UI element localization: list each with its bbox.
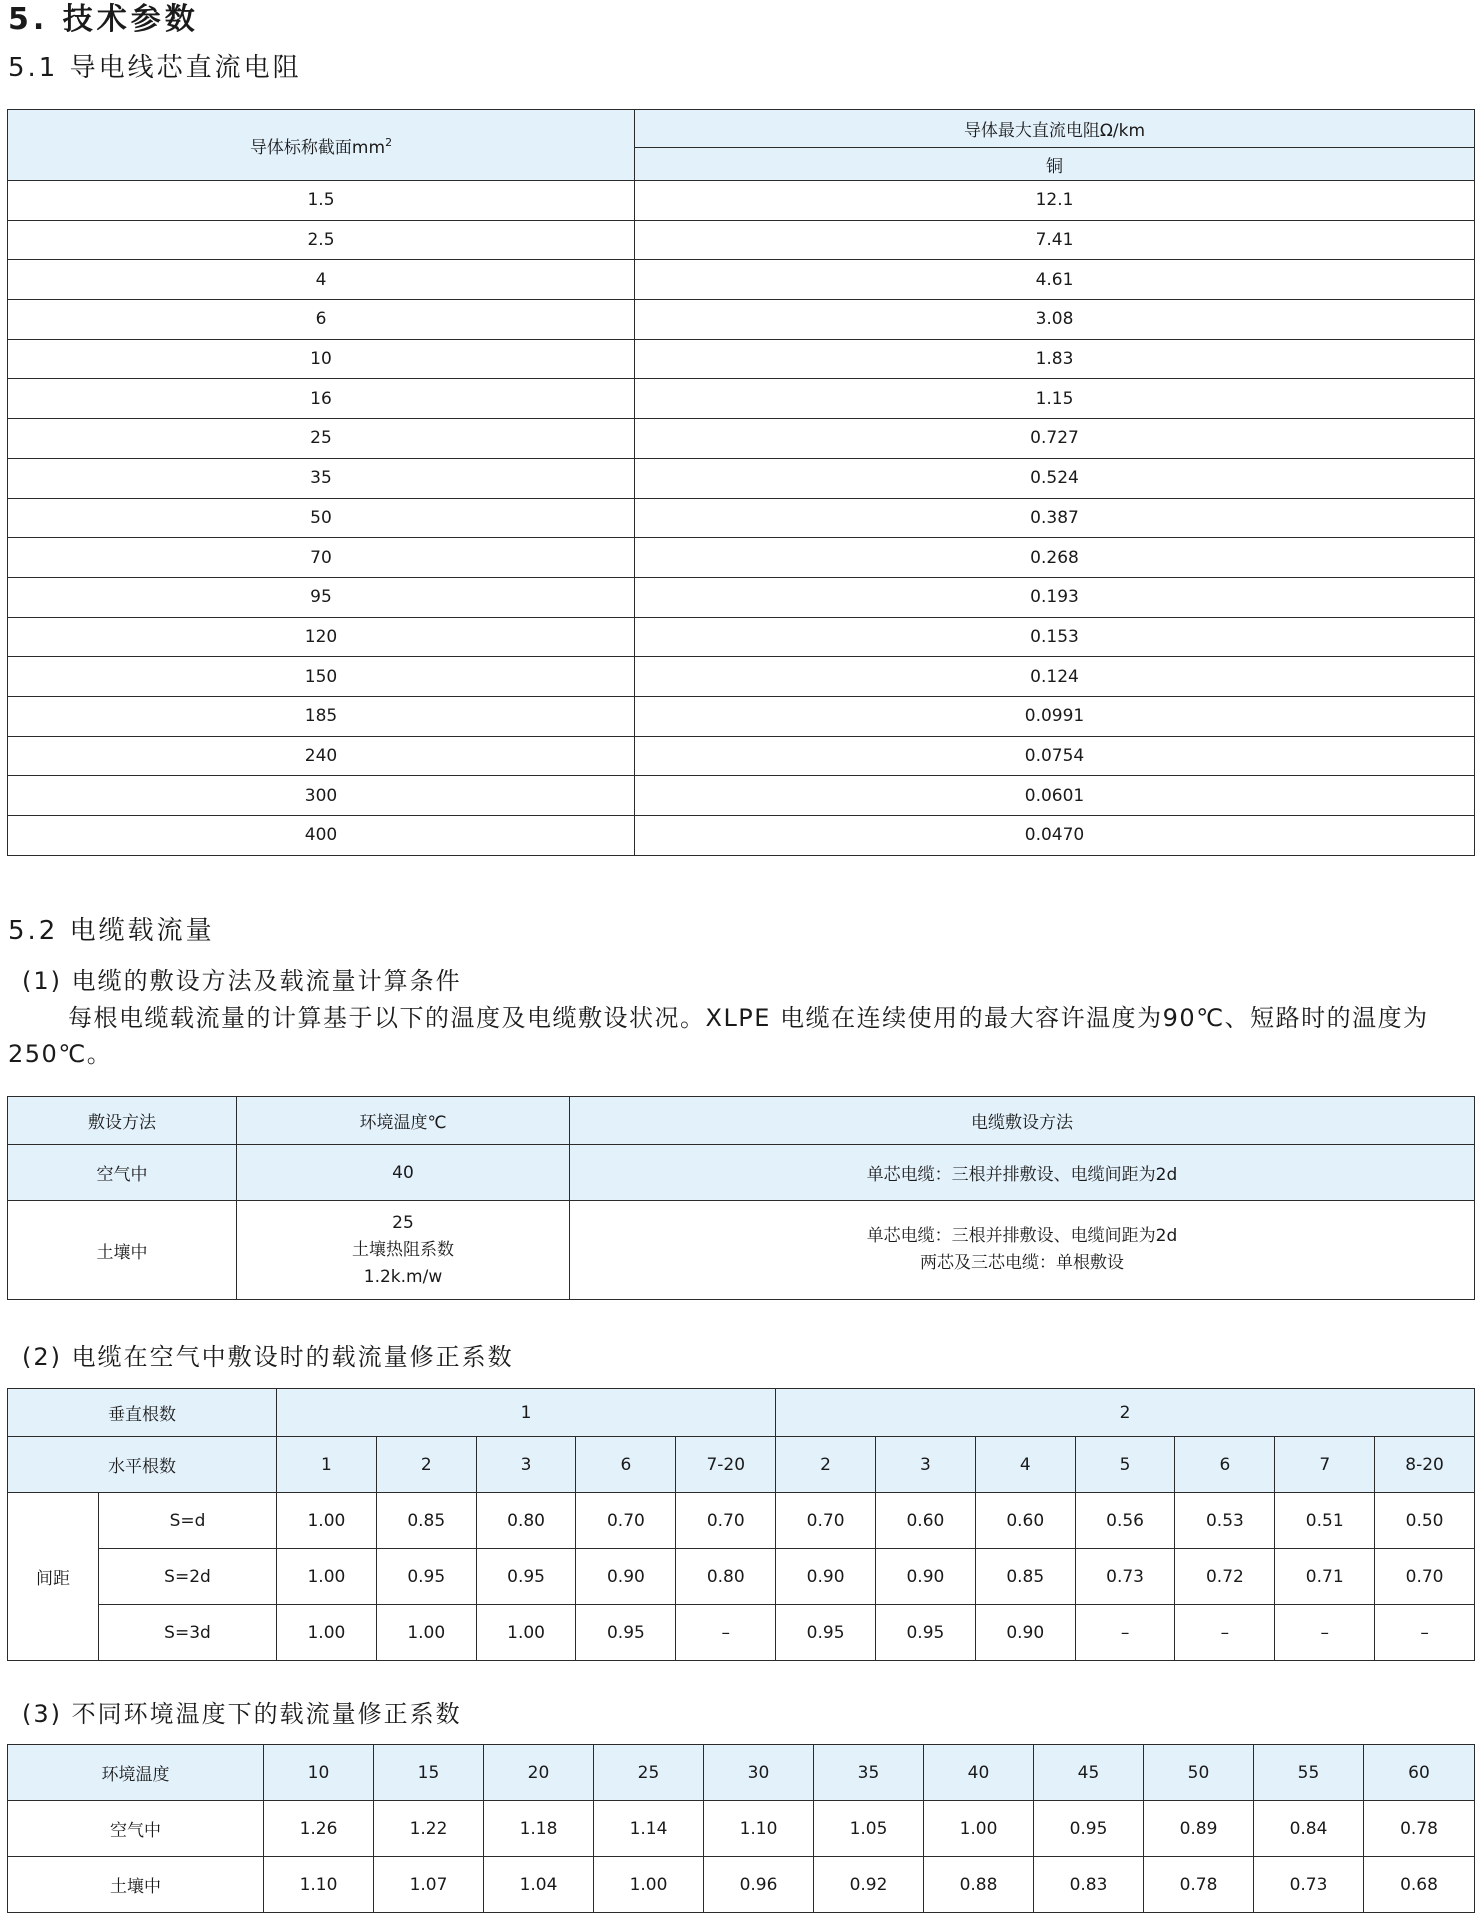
temperature-value: 55 — [1254, 1745, 1364, 1801]
resistance-row — [8, 696, 1475, 736]
air-correction-table — [7, 1388, 1475, 1661]
ambient-temp-label: 环境温度 — [8, 1745, 264, 1801]
spacing-value: S=d — [99, 1493, 277, 1549]
correction-factor: 0.85 — [975, 1549, 1075, 1605]
temp-correction-factor: 1.00 — [924, 1801, 1034, 1857]
item-1-paragraph — [8, 1000, 1476, 1072]
horizontal-count: 7-20 — [676, 1437, 776, 1493]
resistance-value: 1.15 — [635, 379, 1475, 419]
temp-correction-table — [7, 1744, 1475, 1913]
correction-factor: 0.56 — [1075, 1493, 1175, 1549]
resistance-value: 0.0470 — [635, 816, 1475, 856]
spacing-row — [8, 1493, 1475, 1549]
cross-section-value: 35 — [8, 458, 635, 498]
correction-factor: – — [1075, 1605, 1175, 1661]
temp-correction-factor: 1.07 — [374, 1857, 484, 1913]
correction-factor: 0.85 — [376, 1493, 476, 1549]
resistance-row — [8, 498, 1475, 538]
horizontal-count: 3 — [876, 1437, 976, 1493]
air-temp-value: 40 — [237, 1145, 570, 1201]
cross-section-value: 185 — [8, 696, 635, 736]
temperature-value: 45 — [1034, 1745, 1144, 1801]
item-1-title: (1) 电缆的敷设方法及载流量计算条件 — [22, 967, 462, 995]
item-3-title: (3) 不同环境温度下的载流量修正系数 — [22, 1700, 462, 1728]
correction-factor: 0.90 — [776, 1549, 876, 1605]
item-1-paragraph-text: 每根电缆载流量的计算基于以下的温度及电缆敷设状况。XLPE 电缆在连续使用的最大容许温度为90℃、短路时的温度为250℃。 — [8, 1004, 1429, 1068]
subsection-title-5-1: 5.1 导电线芯直流电阻 — [8, 53, 302, 83]
resistance-value: 0.0601 — [635, 776, 1475, 816]
cross-section-value: 16 — [8, 379, 635, 419]
temperature-value: 40 — [924, 1745, 1034, 1801]
cross-section-value: 400 — [8, 816, 635, 856]
correction-factor: – — [1375, 1605, 1475, 1661]
vertical-group-2: 2 — [776, 1389, 1475, 1437]
correction-factor: 0.80 — [476, 1493, 576, 1549]
resistance-row — [8, 538, 1475, 578]
cross-section-value: 150 — [8, 657, 635, 697]
correction-factor: 1.00 — [277, 1605, 377, 1661]
correction-factor: 0.95 — [376, 1549, 476, 1605]
correction-factor: – — [1175, 1605, 1275, 1661]
temperature-value: 20 — [484, 1745, 594, 1801]
resistance-value: 1.83 — [635, 339, 1475, 379]
cross-section-value: 4 — [8, 260, 635, 300]
resistance-table — [7, 109, 1475, 856]
resistance-value: 4.61 — [635, 260, 1475, 300]
cross-section-value: 50 — [8, 498, 635, 538]
correction-factor: 0.50 — [1375, 1493, 1475, 1549]
resistance-row — [8, 220, 1475, 260]
item-2-title: (2) 电缆在空气中敷设时的载流量修正系数 — [22, 1343, 514, 1371]
cross-section-value: 120 — [8, 617, 635, 657]
horizontal-count: 6 — [576, 1437, 676, 1493]
air-correction-body — [8, 1493, 1475, 1661]
resistance-row — [8, 657, 1475, 697]
cross-section-value: 2.5 — [8, 220, 635, 260]
temp-correction-factor: 1.14 — [594, 1801, 704, 1857]
correction-factor: 1.00 — [476, 1605, 576, 1661]
correction-factor: 1.00 — [376, 1605, 476, 1661]
resistance-row — [8, 181, 1475, 221]
resistance-value: 0.153 — [635, 617, 1475, 657]
environment-label: 空气中 — [8, 1801, 264, 1857]
temp-correction-factor: 1.05 — [814, 1801, 924, 1857]
cross-section-header — [8, 110, 635, 181]
resistance-value: 0.524 — [635, 458, 1475, 498]
temp-correction-factor: 0.96 — [704, 1857, 814, 1913]
correction-factor: 0.53 — [1175, 1493, 1275, 1549]
laying-conditions-table — [7, 1096, 1475, 1300]
horizontal-count: 1 — [277, 1437, 377, 1493]
correction-factor: 0.51 — [1275, 1493, 1375, 1549]
correction-factor: 0.60 — [975, 1493, 1075, 1549]
temp-correction-factor: 1.18 — [484, 1801, 594, 1857]
cable-laying-header: 电缆敷设方法 — [570, 1097, 1475, 1145]
temperature-value: 50 — [1144, 1745, 1254, 1801]
spacing-row — [8, 1605, 1475, 1661]
correction-factor: 0.95 — [476, 1549, 576, 1605]
correction-factor: 0.70 — [676, 1493, 776, 1549]
temperature-value: 60 — [1364, 1745, 1475, 1801]
cross-section-header-sup: 2 — [385, 135, 393, 149]
resistance-row — [8, 339, 1475, 379]
correction-factor: 0.90 — [576, 1549, 676, 1605]
section-title: 5. 技术参数 — [8, 2, 199, 37]
resistance-row — [8, 776, 1475, 816]
soil-multi-core-desc: 两芯及三芯电缆：单根敷设 — [920, 1253, 1124, 1273]
horizontal-count: 2 — [376, 1437, 476, 1493]
temperature-value: 10 — [264, 1745, 374, 1801]
resistance-row — [8, 458, 1475, 498]
vertical-count-label: 垂直根数 — [8, 1389, 277, 1437]
cross-section-value: 70 — [8, 538, 635, 578]
temperature-value: 35 — [814, 1745, 924, 1801]
cross-section-value: 6 — [8, 300, 635, 340]
temp-correction-factor: 1.26 — [264, 1801, 374, 1857]
correction-factor: – — [1275, 1605, 1375, 1661]
correction-factor: 0.80 — [676, 1549, 776, 1605]
correction-factor: 0.60 — [876, 1493, 976, 1549]
resistance-row — [8, 736, 1475, 776]
temperature-value: 25 — [594, 1745, 704, 1801]
cross-section-value: 240 — [8, 736, 635, 776]
resistance-row — [8, 816, 1475, 856]
resistance-value: 3.08 — [635, 300, 1475, 340]
temp-correction-factor: 0.68 — [1364, 1857, 1475, 1913]
resistance-header: 导体最大直流电阻Ω/km — [635, 110, 1475, 148]
environment-label: 土壤中 — [8, 1857, 264, 1913]
correction-factor: 0.95 — [576, 1605, 676, 1661]
temp-correction-row — [8, 1857, 1475, 1913]
temp-correction-factor: 0.73 — [1254, 1857, 1364, 1913]
cross-section-value: 10 — [8, 339, 635, 379]
temperature-value: 30 — [704, 1745, 814, 1801]
temp-correction-factor: 0.78 — [1364, 1801, 1475, 1857]
correction-factor: 0.72 — [1175, 1549, 1275, 1605]
soil-temp-cell — [237, 1201, 570, 1300]
correction-factor: 0.95 — [876, 1605, 976, 1661]
temp-correction-factor: 1.00 — [594, 1857, 704, 1913]
cross-section-header-text: 导体标称截面mm — [249, 137, 386, 158]
horizontal-count: 3 — [476, 1437, 576, 1493]
resistance-value: 7.41 — [635, 220, 1475, 260]
spacing-row — [8, 1549, 1475, 1605]
cross-section-value: 95 — [8, 577, 635, 617]
temperature-value: 15 — [374, 1745, 484, 1801]
horizontal-count-label: 水平根数 — [8, 1437, 277, 1493]
temp-correction-factor: 0.78 — [1144, 1857, 1254, 1913]
resistance-value: 0.387 — [635, 498, 1475, 538]
temp-correction-factor: 0.89 — [1144, 1801, 1254, 1857]
temp-correction-body — [8, 1801, 1475, 1913]
copper-subheader: 铜 — [635, 148, 1475, 181]
temp-correction-factor: 0.95 — [1034, 1801, 1144, 1857]
temp-correction-factor: 1.10 — [704, 1801, 814, 1857]
cross-section-value: 300 — [8, 776, 635, 816]
resistance-row — [8, 260, 1475, 300]
correction-factor: 0.70 — [776, 1493, 876, 1549]
temp-correction-factor: 0.92 — [814, 1857, 924, 1913]
soil-resistivity-label: 土壤热阻系数 — [352, 1239, 454, 1260]
resistance-row — [8, 617, 1475, 657]
horizontal-count: 7 — [1275, 1437, 1375, 1493]
air-laying-description: 单芯电缆：三根并排敷设、电缆间距为2d — [570, 1145, 1475, 1201]
laying-in-air-label: 空气中 — [8, 1145, 237, 1201]
resistance-row — [8, 419, 1475, 459]
laying-in-soil-label: 土壤中 — [8, 1201, 237, 1300]
correction-factor: 0.73 — [1075, 1549, 1175, 1605]
soil-single-core-desc: 单芯电缆：三根并排敷设、电缆间距为2d — [866, 1226, 1178, 1246]
correction-factor: 1.00 — [277, 1549, 377, 1605]
correction-factor: 0.90 — [975, 1605, 1075, 1661]
correction-factor: 1.00 — [277, 1493, 377, 1549]
resistance-value: 12.1 — [635, 181, 1475, 221]
resistance-value: 0.0754 — [635, 736, 1475, 776]
temp-correction-factor: 0.84 — [1254, 1801, 1364, 1857]
temp-correction-factor: 0.83 — [1034, 1857, 1144, 1913]
soil-resistivity-value: 1.2k.m/w — [363, 1266, 443, 1287]
horizontal-count: 5 — [1075, 1437, 1175, 1493]
cross-section-value: 1.5 — [8, 181, 635, 221]
spacing-label: 间距 — [8, 1493, 99, 1661]
horizontal-count: 8-20 — [1375, 1437, 1475, 1493]
resistance-row — [8, 379, 1475, 419]
temp-correction-factor: 1.22 — [374, 1801, 484, 1857]
resistance-table-body — [8, 181, 1475, 856]
temp-correction-factor: 1.04 — [484, 1857, 594, 1913]
cross-section-value: 25 — [8, 419, 635, 459]
correction-factor: 0.70 — [1375, 1549, 1475, 1605]
correction-factor: 0.70 — [576, 1493, 676, 1549]
subsection-title-5-2: 5.2 电缆载流量 — [8, 916, 215, 946]
correction-factor: – — [676, 1605, 776, 1661]
soil-temp-value: 25 — [392, 1212, 414, 1233]
temp-correction-row — [8, 1801, 1475, 1857]
spacing-value: S=3d — [99, 1605, 277, 1661]
laying-method-header: 敷设方法 — [8, 1097, 237, 1145]
temp-correction-factor: 0.88 — [924, 1857, 1034, 1913]
ambient-temp-header: 环境温度℃ — [237, 1097, 570, 1145]
correction-factor: 0.90 — [876, 1549, 976, 1605]
correction-factor: 0.71 — [1275, 1549, 1375, 1605]
horizontal-count: 4 — [975, 1437, 1075, 1493]
horizontal-count: 2 — [776, 1437, 876, 1493]
resistance-row — [8, 300, 1475, 340]
soil-laying-description — [570, 1201, 1475, 1300]
resistance-value: 0.727 — [635, 419, 1475, 459]
temp-correction-factor: 1.10 — [264, 1857, 374, 1913]
horizontal-count: 6 — [1175, 1437, 1275, 1493]
vertical-group-1: 1 — [277, 1389, 776, 1437]
resistance-value: 0.193 — [635, 577, 1475, 617]
resistance-row — [8, 577, 1475, 617]
resistance-value: 0.268 — [635, 538, 1475, 578]
resistance-value: 0.0991 — [635, 696, 1475, 736]
resistance-value: 0.124 — [635, 657, 1475, 697]
correction-factor: 0.95 — [776, 1605, 876, 1661]
spacing-value: S=2d — [99, 1549, 277, 1605]
